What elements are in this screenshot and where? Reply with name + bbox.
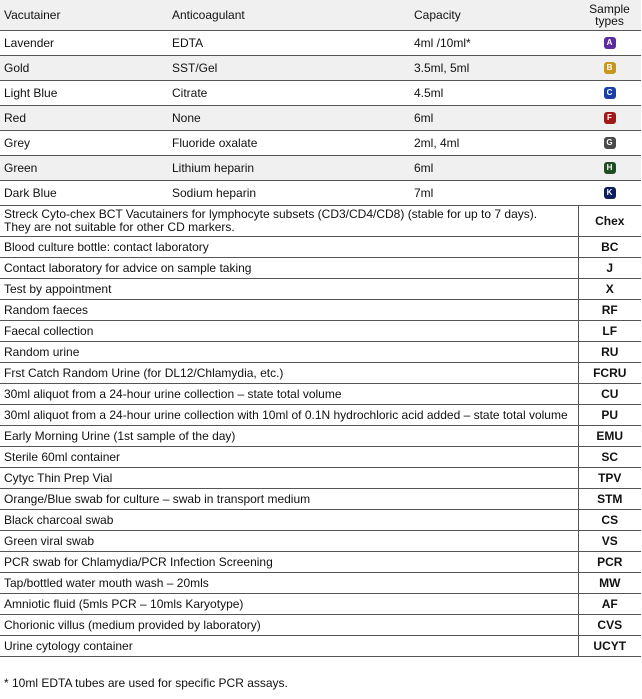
- sample-code: RF: [578, 300, 641, 321]
- tube-capacity: 3.5ml, 5ml: [410, 56, 578, 81]
- sample-code: RU: [578, 342, 641, 363]
- tube-vacutainer: Green: [0, 156, 168, 181]
- tube-code-cell: [578, 106, 641, 131]
- tube-anticoagulant: Fluoride oxalate: [168, 131, 410, 156]
- tube-capacity: 6ml: [410, 156, 578, 181]
- tube-badge-icon: F: [604, 112, 616, 124]
- footnote: * 10ml EDTA tubes are used for specific PCR assays.: [4, 676, 288, 690]
- tube-code-cell: [578, 31, 641, 56]
- tube-capacity: 2ml, 4ml: [410, 131, 578, 156]
- sample-description-line1: Streck Cyto-chex BCT Vacutainers for lymphocyte subsets (CD3/CD4/CD8) (stable for up to 7 days).: [4, 207, 538, 221]
- sample-code: SC: [578, 447, 641, 468]
- table-header-row: [0, 0, 641, 31]
- table-row-tube: [0, 131, 641, 156]
- table-row-sample: [0, 342, 641, 363]
- tube-anticoagulant: SST/Gel: [168, 56, 410, 81]
- header-sample-types-line2: types: [595, 14, 624, 28]
- table-row-sample: [0, 510, 641, 531]
- tube-badge-icon: B: [604, 62, 616, 74]
- table-row-tube: [0, 156, 641, 181]
- sample-description: Random urine: [0, 342, 578, 363]
- table-row-sample: [0, 384, 641, 405]
- tube-vacutainer: Light Blue: [0, 81, 168, 106]
- header-capacity: Capacity: [410, 0, 578, 31]
- sample-code: CS: [578, 510, 641, 531]
- sample-description: Cytyc Thin Prep Vial: [0, 468, 578, 489]
- sample-description: Early Morning Urine (1st sample of the day): [0, 426, 578, 447]
- sample-description-line2: They are not suitable for other CD markers.: [4, 220, 235, 234]
- table-row-sample: [0, 321, 641, 342]
- table-row-sample: [0, 237, 641, 258]
- sample-code: MW: [578, 573, 641, 594]
- table-row-sample: [0, 206, 641, 237]
- table-row-sample: [0, 573, 641, 594]
- sample-description: Amniotic fluid (5mls PCR – 10mls Karyotype): [0, 594, 578, 615]
- sample-code: PCR: [578, 552, 641, 573]
- tube-anticoagulant: None: [168, 106, 410, 131]
- sample-description: Contact laboratory for advice on sample taking: [0, 258, 578, 279]
- sample-code: VS: [578, 531, 641, 552]
- tube-capacity: 7ml: [410, 181, 578, 206]
- sample-description: Test by appointment: [0, 279, 578, 300]
- sample-description: Urine cytology container: [0, 636, 578, 657]
- sample-code: PU: [578, 405, 641, 426]
- table-row-sample: [0, 363, 641, 384]
- table-row-sample: [0, 594, 641, 615]
- sample-description: Faecal collection: [0, 321, 578, 342]
- header-vacutainer: Vacutainer: [0, 0, 168, 31]
- table-row-tube: [0, 81, 641, 106]
- tube-code-cell: [578, 131, 641, 156]
- tube-vacutainer: Red: [0, 106, 168, 131]
- sample-code: BC: [578, 237, 641, 258]
- table-row-sample: [0, 279, 641, 300]
- sample-code: X: [578, 279, 641, 300]
- sample-code: UCYT: [578, 636, 641, 657]
- table-row-sample: [0, 405, 641, 426]
- table-row-sample: [0, 552, 641, 573]
- sample-code: TPV: [578, 468, 641, 489]
- table-row-sample: [0, 447, 641, 468]
- table-row-sample: [0, 426, 641, 447]
- sample-code: CVS: [578, 615, 641, 636]
- tube-anticoagulant: EDTA: [168, 31, 410, 56]
- sample-description: PCR swab for Chlamydia/PCR Infection Screening: [0, 552, 578, 573]
- tube-capacity: 4ml /10ml*: [410, 31, 578, 56]
- table-row-sample: [0, 258, 641, 279]
- tube-capacity: 4.5ml: [410, 81, 578, 106]
- sample-description: Frst Catch Random Urine (for DL12/Chlamydia, etc.): [0, 363, 578, 384]
- header-anticoagulant: Anticoagulant: [168, 0, 410, 31]
- sample-description: Chorionic villus (medium provided by laboratory): [0, 615, 578, 636]
- sample-description: 30ml aliquot from a 24-hour urine collection with 10ml of 0.1N hydrochloric acid added – state total volume: [0, 405, 578, 426]
- sample-code: CU: [578, 384, 641, 405]
- sample-code: AF: [578, 594, 641, 615]
- table-row-sample: [0, 468, 641, 489]
- tube-anticoagulant: Sodium heparin: [168, 181, 410, 206]
- tube-capacity: 6ml: [410, 106, 578, 131]
- sample-description: [0, 206, 578, 237]
- table-row-tube: [0, 31, 641, 56]
- tube-anticoagulant: Lithium heparin: [168, 156, 410, 181]
- tube-vacutainer: Grey: [0, 131, 168, 156]
- sample-description: Orange/Blue swab for culture – swab in transport medium: [0, 489, 578, 510]
- table-row-sample: [0, 300, 641, 321]
- tube-badge-icon: H: [604, 162, 616, 174]
- tube-code-cell: [578, 156, 641, 181]
- tube-vacutainer: Gold: [0, 56, 168, 81]
- tube-badge-icon: A: [604, 37, 616, 49]
- tube-badge-icon: G: [604, 137, 616, 149]
- tube-anticoagulant: Citrate: [168, 81, 410, 106]
- tube-vacutainer: Dark Blue: [0, 181, 168, 206]
- table-row-tube: [0, 56, 641, 81]
- sample-code: Chex: [578, 206, 641, 237]
- tube-code-cell: [578, 56, 641, 81]
- header-sample-types: [578, 0, 641, 31]
- sample-description: 30ml aliquot from a 24-hour urine collection – state total volume: [0, 384, 578, 405]
- table-row-tube: [0, 181, 641, 206]
- table-row-sample: [0, 615, 641, 636]
- tube-vacutainer: Lavender: [0, 31, 168, 56]
- sample-description: Green viral swab: [0, 531, 578, 552]
- header-sample-types-line1: Sample: [589, 2, 630, 16]
- sample-code: STM: [578, 489, 641, 510]
- tube-badge-icon: C: [604, 87, 616, 99]
- tube-badge-icon: K: [604, 187, 616, 199]
- sample-code: EMU: [578, 426, 641, 447]
- table-row-sample: [0, 489, 641, 510]
- sample-code: LF: [578, 321, 641, 342]
- sample-code: J: [578, 258, 641, 279]
- sample-code: FCRU: [578, 363, 641, 384]
- sample-description: Random faeces: [0, 300, 578, 321]
- table-row-sample: [0, 531, 641, 552]
- sample-description: Tap/bottled water mouth wash – 20mls: [0, 573, 578, 594]
- sample-description: Sterile 60ml container: [0, 447, 578, 468]
- sample-description: Black charcoal swab: [0, 510, 578, 531]
- table-row-tube: [0, 106, 641, 131]
- table-row-sample: [0, 636, 641, 657]
- tube-code-cell: [578, 81, 641, 106]
- tube-code-cell: [578, 181, 641, 206]
- sample-description: Blood culture bottle: contact laboratory: [0, 237, 578, 258]
